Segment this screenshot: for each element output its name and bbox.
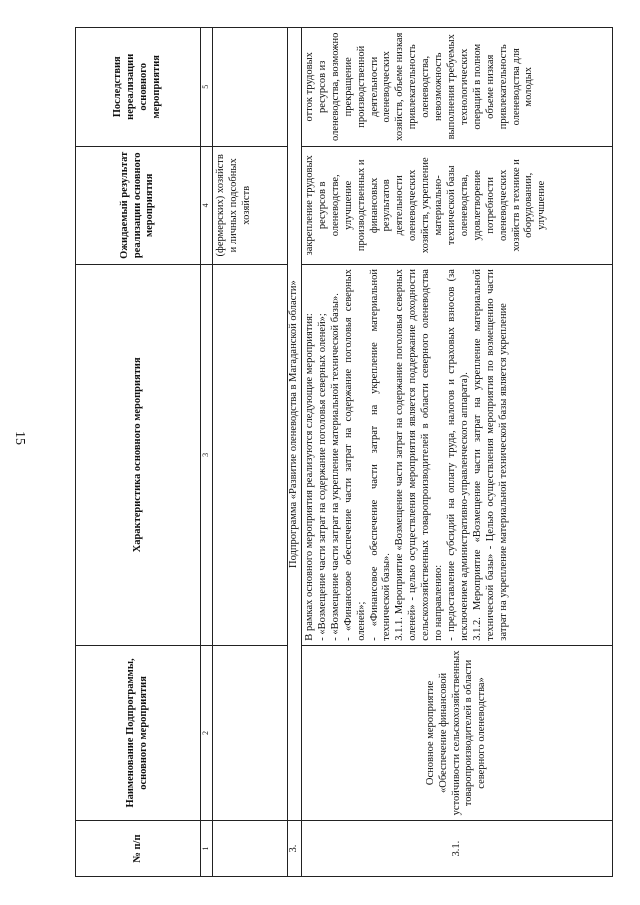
event-name: Основное мероприятие «Обеспечение финансовой устойчивости сельскохозяйственных товаропроизводителей в области северного оленеводства» — [302, 645, 613, 820]
header-name: Наименование Подпрограммы, основного мероприятия — [76, 645, 201, 820]
event-consequences: отток трудовых ресурсов из оленеводства, возможно прекращение производственной деятельности оленеводческих хозяйств, объеме низкая привлекательность оленеводства, невозможность выполнения требуемых технологических операций в полном объеме низкая привлекательность оленеводства для молодых — [302, 28, 613, 147]
page-number: 15 — [12, 431, 27, 445]
events-table — [75, 27, 613, 877]
characteristic-paragraph: 3.1.1. Мероприятие «Возмещение части затрат на содержание поголовья северных оленей» - целью осуществления мероприятия является поддержание доходности сельскохозяйственных товаропроизводителей в области северного оленеводства по направлению: — [394, 269, 445, 641]
column-number: 1 — [201, 821, 213, 877]
header-consequences: Последствия нереализации основного мероприятия — [76, 28, 201, 147]
table-header-row — [76, 28, 201, 877]
event-characteristic — [302, 265, 613, 646]
characteristic-paragraph: В рамках основного мероприятия реализуются следующие мероприятия: — [304, 313, 315, 641]
continuation-row — [213, 28, 288, 877]
characteristic-paragraph: - «Возмещение части затрат на содержание поголовья северных оленей»; — [316, 313, 328, 641]
rotated-table-container — [75, 27, 613, 877]
characteristic-paragraph: - предоставление субсидий на оплату труда, налогов и страховых взносов (за исключением административно-управленческого аппарата). — [445, 269, 470, 641]
subprogram-title: Подпрограмма «Развитие оленеводства в Магаданской области» — [288, 28, 302, 821]
characteristic-paragraph: - «Возмещение части затрат на укрепление материальной технической базы». — [329, 293, 341, 641]
cont-consequences — [213, 28, 288, 147]
subprogram-row — [288, 28, 302, 877]
column-number: 2 — [201, 645, 213, 820]
header-result: Ожидаемый результат реализации основного мероприятия — [76, 146, 201, 265]
cont-result: (фермерских) хозяйств и личных подсобных хозяйств — [213, 146, 288, 265]
event-result: закрепление трудовых ресурсов в оленеводстве, улучшение производственных и финансовых результатов деятельности оленеводческих хозяйств, укрепление материально-технической базы оленеводства, удовлетворение потребности оленеводческих хозяйств в технике и оборудовании, улучшение — [302, 146, 613, 265]
characteristic-paragraph: 3.1.2. Мероприятие «Возмещение части затрат на укрепление материальной технической базы» - Целью осуществления мероприятия по возмещению части затрат на укрепление материальной технической базы является укрепление — [471, 269, 509, 641]
header-characteristic: Характеристика основного мероприятия — [76, 265, 201, 646]
header-num: № п/п — [76, 821, 201, 877]
column-number: 5 — [201, 28, 213, 147]
column-number: 4 — [201, 146, 213, 265]
characteristic-paragraph: - «Финансовое обеспечение части затрат на укрепление материальной технической базы». — [368, 269, 393, 641]
event-num: 3.1. — [302, 821, 613, 877]
cont-characteristic — [213, 265, 288, 646]
cont-name — [213, 645, 288, 820]
main-event-row — [302, 28, 613, 877]
column-numbers-row — [201, 28, 213, 877]
subprogram-num: 3. — [288, 821, 302, 877]
characteristic-paragraph: - «Финансовое обеспечение части затрат на содержание поголовья северных оленей»; — [342, 269, 367, 641]
cont-num — [213, 821, 288, 877]
column-number: 3 — [201, 265, 213, 646]
